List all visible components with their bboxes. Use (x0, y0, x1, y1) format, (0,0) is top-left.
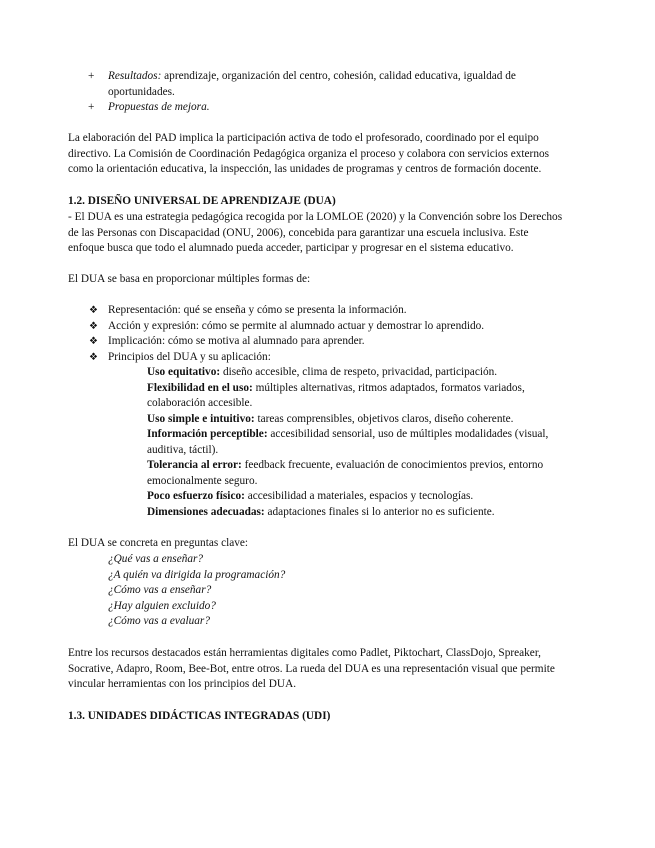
question-item: ¿Cómo vas a enseñar? (108, 584, 212, 596)
paragraph-dua (68, 210, 588, 257)
principle-label: Dimensiones adecuadas: (147, 505, 265, 518)
principle-item (147, 489, 587, 505)
question-item: ¿Cómo vas a evaluar? (108, 615, 210, 627)
paragraph-recursos (68, 646, 588, 693)
principle-label: Flexibilidad en el uso: (147, 381, 253, 394)
key-questions-list (108, 552, 408, 630)
list-item (88, 319, 568, 335)
principle-item (147, 365, 587, 381)
paragraph-line: Socrative, Adapro, Room, Bee-Bot, entre otros. La rueda del DUA es una representación visual que permite (68, 662, 555, 675)
list-item-text: Implicación: cómo se motiva al alumnado para aprender. (108, 335, 365, 347)
principle-text: auditiva, táctil). (147, 443, 219, 456)
principle-item (147, 458, 587, 489)
list-item-text: Principios del DUA y su aplicación: (108, 350, 271, 363)
bullet-label: Resultados: (108, 70, 162, 82)
principle-text: adaptaciones finales si lo anterior no es suficiente. (264, 505, 495, 518)
principle-text: accesibilidad sensorial, uso de múltiples modalidades (visual, (267, 428, 549, 440)
principle-label: Tolerancia al error: (147, 459, 242, 471)
question-item: ¿Hay alguien excluido? (108, 599, 216, 612)
principle-label: Uso simple e intuitivo: (147, 412, 255, 425)
list-item-text: Acción y expresión: cómo se permite al alumnado actuar y demostrar lo aprendido. (108, 319, 485, 332)
paragraph-formas: El DUA se basa en proporcionar múltiples formas de: (68, 273, 311, 285)
list-item (88, 303, 568, 319)
dua-principles-list (147, 365, 587, 520)
plus-bullet-icon: + (88, 70, 95, 82)
principle-text: tareas comprensibles, objetivos claros, diseño coherente. (254, 412, 514, 425)
principle-text: colaboración accesible. (147, 397, 253, 409)
question-item: ¿A quién va dirigida la programación? (108, 568, 286, 581)
paragraph-line: de las Personas con Discapacidad (ONU, 2006), concebida para garantizar una escuela inclusiva. Este (68, 226, 529, 239)
dua-forms-list (88, 303, 568, 365)
principle-label: Información perceptible: (147, 428, 268, 440)
list-item (88, 350, 568, 366)
section-heading-dua: 1.2. DISEÑO UNIVERSAL DE APRENDIZAJE (DUA) (68, 195, 336, 207)
diamond-bullet-icon: ❖ (89, 351, 98, 363)
paragraph-pad (68, 131, 588, 178)
diamond-bullet-icon: ❖ (89, 305, 98, 316)
list-item (88, 334, 568, 350)
principle-label: Poco esfuerzo físico: (147, 490, 245, 502)
bullet-resultados (88, 69, 558, 100)
results-bullet-list (88, 69, 558, 116)
paragraph-line: vincular herramientas con los principios del DUA. (68, 678, 297, 690)
paragraph-line: enfoque busca que todo el alumnado pueda acceder, participar y progresar en el sistema educativo. (68, 242, 514, 254)
paragraph-line: La elaboración del PAD implica la participación activa de todo el profesorado, coordinado por el equipo (68, 132, 539, 144)
principle-item (147, 427, 587, 458)
principle-item (147, 381, 587, 412)
bullet-propuestas (88, 100, 558, 116)
bullet-text: aprendizaje, organización del centro, cohesión, calidad educativa, igualdad de (161, 70, 516, 82)
principle-text: múltiples alternativas, ritmos adaptados, formatos variados, (252, 381, 525, 394)
principle-text: feedback frecuente, evaluación de conocimientos previos, entorno (241, 459, 544, 471)
paragraph-line: como la orientación educativa, la inspección, las unidades de programas y centros de formación docente. (68, 163, 542, 175)
plus-bullet-icon: + (88, 101, 95, 113)
question-item: ¿Qué vas a enseñar? (108, 553, 204, 565)
diamond-bullet-icon: ❖ (89, 320, 98, 332)
list-item-text: Representación: qué se enseña y cómo se presenta la información. (108, 304, 407, 316)
diamond-bullet-icon: ❖ (89, 336, 98, 347)
paragraph-line: Entre los recursos destacados están herramientas digitales como Padlet, Piktochart, ClassDojo, Spreaker, (68, 647, 541, 659)
principle-label: Uso equitativo: (147, 366, 221, 378)
paragraph-preguntas: El DUA se concreta en preguntas clave: (68, 537, 249, 549)
principle-item (147, 505, 587, 521)
paragraph-line: directivo. La Comisión de Coordinación Pedagógica organiza el proceso y colabora con servicios externos (68, 147, 550, 160)
section-heading-udi: 1.3. UNIDADES DIDÁCTICAS INTEGRADAS (UDI) (68, 710, 331, 722)
paragraph-line: - El DUA es una estrategia pedagógica recogida por la LOMLOE (2020) y la Convención sobre los Derechos (68, 211, 563, 223)
bullet-label: Propuestas de mejora. (108, 101, 210, 113)
principle-text: diseño accesible, clima de respeto, privacidad, participación. (220, 366, 498, 378)
bullet-text: oportunidades. (108, 85, 175, 98)
principle-text: emocionalmente seguro. (147, 474, 258, 487)
principle-text: accesibilidad a materiales, espacios y tecnologías. (244, 490, 474, 502)
principle-item (147, 412, 587, 428)
